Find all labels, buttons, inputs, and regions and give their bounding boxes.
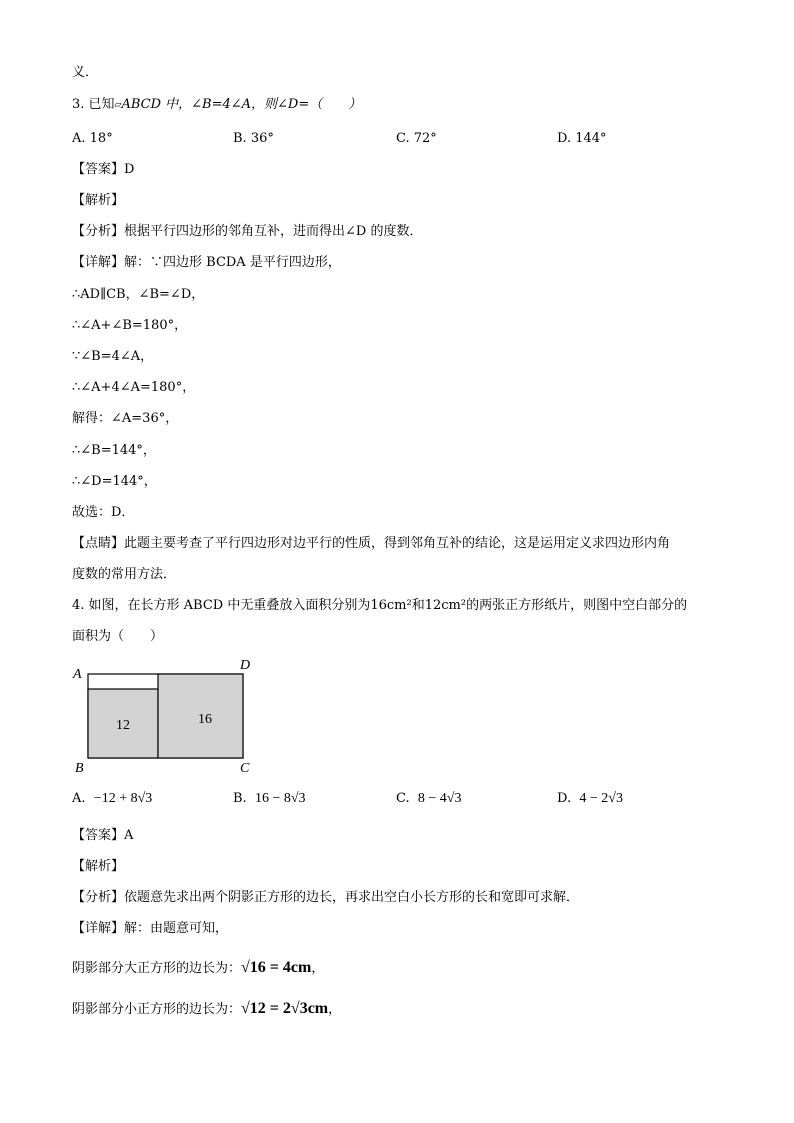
option-expr: 16 − 8√3 xyxy=(254,791,306,806)
fenxi-tag: 【分析】 xyxy=(72,890,125,905)
xiangjie-tag: 【详解】 xyxy=(72,255,125,270)
q3-fenxi xyxy=(72,223,422,241)
vertex-c-label: C xyxy=(240,761,250,776)
fenxi-text: 根据平行四边形的邻角互补，进而得出∠D 的度数． xyxy=(124,224,423,239)
q4-answer xyxy=(72,827,133,845)
q4-big-side xyxy=(72,957,324,980)
q4-xiangjie xyxy=(72,920,228,938)
q3-step: ∴∠D=144°， xyxy=(72,474,157,489)
q3-dianjing-cont: 度数的常用方法． xyxy=(72,567,177,582)
q3-option-d: D. 144° xyxy=(557,131,607,146)
q3-option-b: B. 36° xyxy=(233,131,274,146)
q3-dianjing xyxy=(72,535,670,553)
q3-stem-prefix: 3. 已知 xyxy=(72,97,115,112)
q4-stem-cont: 面积为（ ） xyxy=(72,629,164,644)
q3-option-a: A. 18° xyxy=(72,131,113,146)
option-expr: 8 − 4√3 xyxy=(417,791,462,806)
answer-value: D xyxy=(124,162,135,177)
answer-tag: 【答案】 xyxy=(72,162,125,177)
xiangjie-tag: 【详解】 xyxy=(72,921,125,936)
option-expr: −12 + 8√3 xyxy=(93,791,153,806)
xiangjie-text: 解：∵四边形 BCDA 是平行四边形， xyxy=(124,255,341,270)
q3-stem xyxy=(72,96,361,114)
vertex-b-label: B xyxy=(75,761,84,776)
fenxi-text: 依题意先求出两个阴影正方形的边长，再求出空白小长方形的长和宽即可求解． xyxy=(124,890,580,905)
q3-answer xyxy=(72,161,134,179)
option-letter: D. xyxy=(557,791,572,806)
q3-option-c: C. 72° xyxy=(396,131,437,146)
small-square-area-label: 12 xyxy=(116,718,130,733)
comma: ， xyxy=(311,961,325,976)
option-letter: B. xyxy=(233,791,247,806)
answer-value: A xyxy=(124,828,134,843)
parallelogram-symbol-icon: ▱ xyxy=(114,100,122,110)
q3-step: ∴∠A+∠B=180°， xyxy=(72,318,188,333)
q4-analysis-heading: 【解析】 xyxy=(72,859,125,874)
large-square-area-label: 16 xyxy=(198,712,212,727)
vertex-d-label: D xyxy=(240,658,251,673)
continued-text: 义． xyxy=(72,65,99,80)
q4-option-b xyxy=(233,790,306,808)
q3-step: ∴AD∥CB，∠B=∠D， xyxy=(72,287,205,302)
q4-option-c xyxy=(396,790,461,808)
q4-rectangle-figure xyxy=(70,658,270,778)
q3-stem-body: ABCD 中，∠B=4∠A，则∠D=（ ） xyxy=(121,97,362,112)
option-expr: 4 − 2√3 xyxy=(579,791,623,806)
comma: ， xyxy=(328,1002,342,1017)
q3-analysis-heading: 【解析】 xyxy=(72,193,125,208)
q3-step: 故选：D． xyxy=(72,505,135,520)
answer-tag: 【答案】 xyxy=(72,828,125,843)
q4-small-side xyxy=(72,998,341,1021)
option-letter: A. xyxy=(72,791,86,806)
q3-step: 解得：∠A=36°， xyxy=(72,411,179,426)
option-letter: C. xyxy=(396,791,410,806)
big-side-math: √16 = 4cm xyxy=(241,959,312,976)
q4-option-d xyxy=(557,790,623,808)
fenxi-tag: 【分析】 xyxy=(72,224,125,239)
dianjing-text: 此题主要考查了平行四边形对边平行的性质，得到邻角互补的结论，这是运用定义求四边形内角 xyxy=(124,536,671,551)
small-side-math: √12 = 2√3cm xyxy=(241,1000,329,1017)
big-side-label: 阴影部分大正方形的边长为： xyxy=(72,961,242,976)
q3-xiangjie xyxy=(72,254,341,272)
q3-step: ∴∠B=144°， xyxy=(72,443,156,458)
q4-stem: 4. 如图，在长方形 ABCD 中无重叠放入面积分别为16cm²和12cm²的两张正方形纸片，则图中空白部分的 xyxy=(72,598,688,613)
q3-step: ∵∠B=4∠A， xyxy=(72,349,154,364)
q4-fenxi xyxy=(72,889,579,907)
dianjing-tag: 【点睛】 xyxy=(72,536,125,551)
vertex-a-label: A xyxy=(73,667,82,682)
q3-step: ∴∠A+4∠A=180°， xyxy=(72,380,196,395)
small-side-label: 阴影部分小正方形的边长为： xyxy=(72,1002,242,1017)
xiangjie-text: 解：由题意可知， xyxy=(124,921,229,936)
q4-option-a xyxy=(72,790,152,808)
